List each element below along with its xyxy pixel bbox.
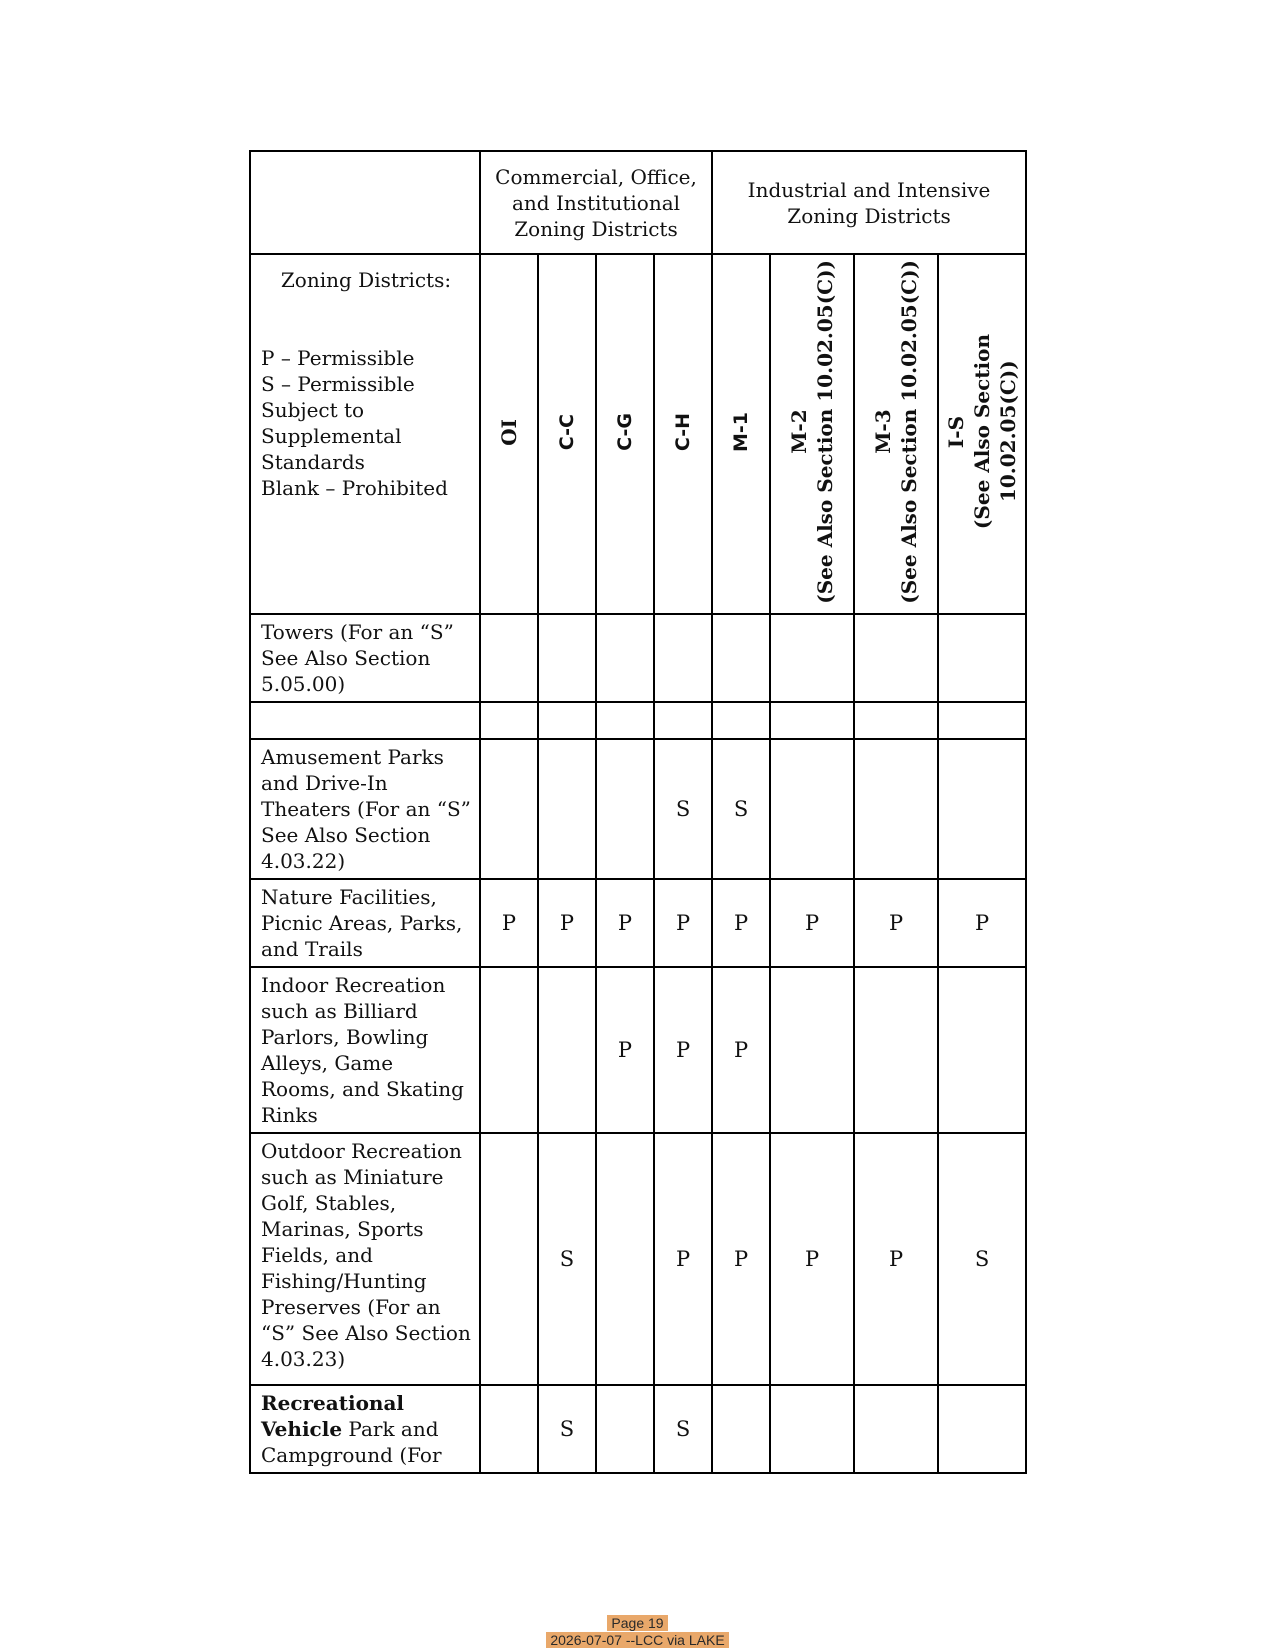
column-header-label: C-H (672, 412, 695, 452)
permission-cell (854, 967, 938, 1133)
legend-title: Zoning Districts: (280, 268, 452, 292)
column-header-label: M-3 (See Also Section 10.02.05(C)) (871, 260, 922, 604)
use-label: Outdoor Recreation such as Miniature Golf, Stables, Marinas, Sports Fields, and Fishing/Hunting Preserves (For an “S” See Also Section 4.03.23) (250, 1133, 480, 1385)
permission-cell (596, 614, 654, 702)
legend-cell (250, 254, 480, 614)
column-header-label: M-2 (See Also Section 10.02.05(C)) (787, 260, 838, 604)
permission-cell (596, 702, 654, 739)
permission-cell (770, 614, 854, 702)
table-row (250, 1385, 1026, 1473)
table-row (250, 739, 1026, 879)
permission-cell (854, 614, 938, 702)
permission-cell: P (596, 967, 654, 1133)
source-stamp: 2026-07-07 --LCC via LAKE (0, 1632, 1275, 1648)
column-header (480, 254, 538, 614)
table-row (250, 967, 1026, 1133)
permission-cell: S (654, 739, 712, 879)
permission-cell (538, 739, 596, 879)
commercial-group-header: Commercial, Office, and Institutional Zoning Districts (480, 151, 712, 254)
permission-cell (596, 739, 654, 879)
permission-cell: P (654, 1133, 712, 1385)
permission-cell: S (654, 1385, 712, 1473)
district-header-row (250, 254, 1026, 614)
permission-cell (480, 702, 538, 739)
permission-cell (538, 614, 596, 702)
column-header-label: C-G (614, 413, 636, 451)
use-label (250, 1385, 480, 1473)
use-label: Indoor Recreation such as Billiard Parlors, Bowling Alleys, Game Rooms, and Skating Rinks (250, 967, 480, 1133)
permission-cell (538, 967, 596, 1133)
permission-cell (712, 702, 770, 739)
use-label-bold: Recreational Vehicle (261, 1391, 405, 1441)
column-header-label: I-S (See Also Section 10.02.05(C)) (944, 334, 1021, 530)
permission-cell (938, 967, 1026, 1133)
permission-cell: P (712, 1133, 770, 1385)
use-label: Amusement Parks and Drive-In Theaters (For an “S” See Also Section 4.03.22) (250, 739, 480, 879)
permission-cell (712, 614, 770, 702)
permission-cell: P (654, 879, 712, 967)
permission-cell (538, 702, 596, 739)
column-header-label: M-1 (730, 411, 753, 452)
permission-cell: S (538, 1385, 596, 1473)
permission-cell (480, 1133, 538, 1385)
legend-line: Blank – Prohibited (261, 476, 448, 500)
permission-cell: P (770, 879, 854, 967)
column-header (654, 254, 712, 614)
permission-cell (938, 702, 1026, 739)
permission-cell (480, 739, 538, 879)
table-row (250, 1133, 1026, 1385)
use-label-rest: Park and Campground (For (261, 1417, 442, 1467)
permission-cell (938, 739, 1026, 879)
permission-cell (654, 702, 712, 739)
use-label: Towers (For an “S” See Also Section 5.05.00) (250, 614, 480, 702)
group-header-row (250, 151, 1026, 254)
permission-cell (712, 1385, 770, 1473)
legend-line: P – Permissible (261, 346, 415, 370)
table-row (250, 614, 1026, 702)
column-header-label: OI (497, 418, 521, 446)
permission-cell (770, 967, 854, 1133)
permission-cell: S (712, 739, 770, 879)
permission-cell: P (712, 879, 770, 967)
permission-cell (770, 702, 854, 739)
zoning-use-table (249, 150, 1027, 1474)
permission-cell: P (596, 879, 654, 967)
page-number: Page 19 (0, 1615, 1275, 1631)
column-header-label: C-C (556, 413, 578, 451)
permission-cell (480, 614, 538, 702)
permission-cell (854, 702, 938, 739)
permission-cell: P (938, 879, 1026, 967)
permission-cell (854, 739, 938, 879)
industrial-group-header: Industrial and Intensive Zoning Districts (712, 151, 1026, 254)
permission-cell (480, 1385, 538, 1473)
column-header (596, 254, 654, 614)
permission-cell: S (538, 1133, 596, 1385)
permission-cell (654, 614, 712, 702)
permission-cell: P (712, 967, 770, 1133)
permission-cell (596, 1133, 654, 1385)
permission-cell: P (854, 1133, 938, 1385)
column-header (538, 254, 596, 614)
permission-cell: P (854, 879, 938, 967)
permission-cell (770, 1385, 854, 1473)
permission-cell (854, 1385, 938, 1473)
column-header (938, 254, 1026, 614)
permission-cell: S (938, 1133, 1026, 1385)
use-label (250, 702, 480, 739)
permission-cell (480, 967, 538, 1133)
permission-cell (938, 1385, 1026, 1473)
table-row (250, 702, 1026, 739)
use-label: Nature Facilities, Picnic Areas, Parks, and Trails (250, 879, 480, 967)
permission-cell (596, 1385, 654, 1473)
column-header (770, 254, 854, 614)
permission-cell: P (538, 879, 596, 967)
permission-cell: P (654, 967, 712, 1133)
corner-cell (250, 151, 480, 254)
legend-line: S – Permissible Subject to Supplemental Standards (261, 372, 415, 474)
permission-cell: P (770, 1133, 854, 1385)
column-header (854, 254, 938, 614)
column-header (712, 254, 770, 614)
permission-cell (770, 739, 854, 879)
permission-cell: P (480, 879, 538, 967)
permission-cell (938, 614, 1026, 702)
table-row (250, 879, 1026, 967)
